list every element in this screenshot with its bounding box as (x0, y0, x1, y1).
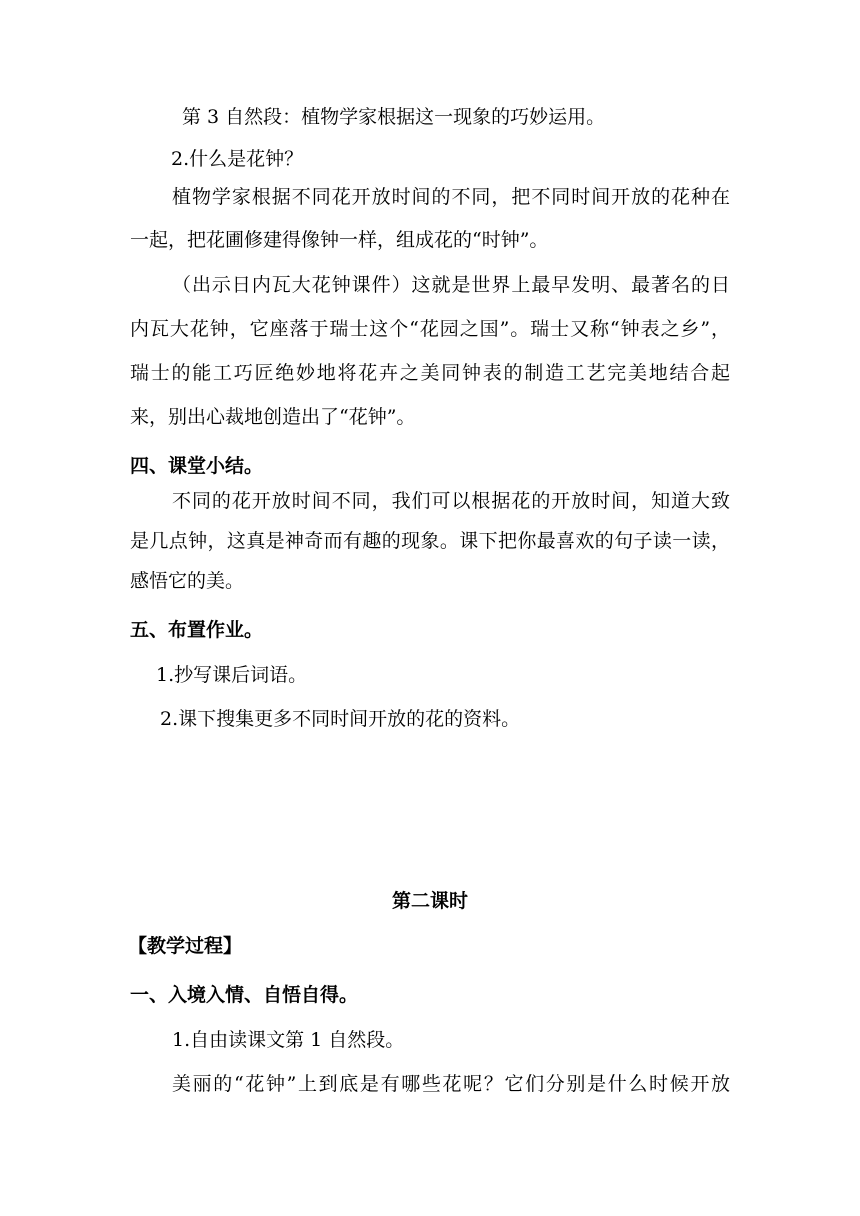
section-heading-intro: 一、入境入情、自悟自得。 (130, 984, 359, 1006)
paragraph-line-11: 是几点钟，这真是神奇而有趣的现象。课下把你最喜欢的句子读一读， (130, 530, 730, 552)
question-heading-2: 2.什么是花钟？ (171, 148, 304, 170)
section-heading-summary: 四、课堂小结。 (130, 455, 264, 477)
paragraph-line-4: 一起，把花圃修建得像钟一样，组成花的“时钟”。 (130, 229, 549, 251)
lesson-title: 第二课时 (391, 890, 468, 912)
teaching-process-heading: 【教学过程】 (128, 935, 243, 957)
paragraph-line-12: 感悟它的美。 (130, 570, 245, 592)
section-heading-homework: 五、布置作业。 (130, 619, 264, 641)
homework-item-2: 2.课下搜集更多不同时间开放的花的资料。 (160, 708, 521, 730)
paragraph-line-5: （出示日内瓦大花钟课件）这就是世界上最早发明、最著名的日 (172, 274, 730, 296)
paragraph-line-20: 美丽的“花钟”上到底是有哪些花呢？它们分别是什么时候开放 (172, 1073, 730, 1095)
homework-item-1: 1.抄写课后词语。 (156, 664, 308, 686)
step-item-1: 1.自由读课文第 1 自然段。 (172, 1029, 405, 1051)
paragraph-line-10: 不同的花开放时间不同，我们可以根据花的开放时间，知道大致 (172, 490, 730, 512)
paragraph-line-8: 来，别出心裁地创造出了“花钟”。 (130, 406, 416, 428)
paragraph-line-1: 第 3 自然段：植物学家根据这一现象的巧妙运用。 (182, 106, 606, 128)
paragraph-line-6: 内瓦大花钟，它座落于瑞士这个“花园之国”。瑞士又称“钟表之乡”， (130, 318, 730, 340)
paragraph-line-3: 植物学家根据不同花开放时间的不同，把不同时间开放的花种在 (172, 186, 730, 208)
paragraph-line-7: 瑞士的能工巧匠绝妙地将花卉之美同钟表的制造工艺完美地结合起 (130, 362, 730, 384)
